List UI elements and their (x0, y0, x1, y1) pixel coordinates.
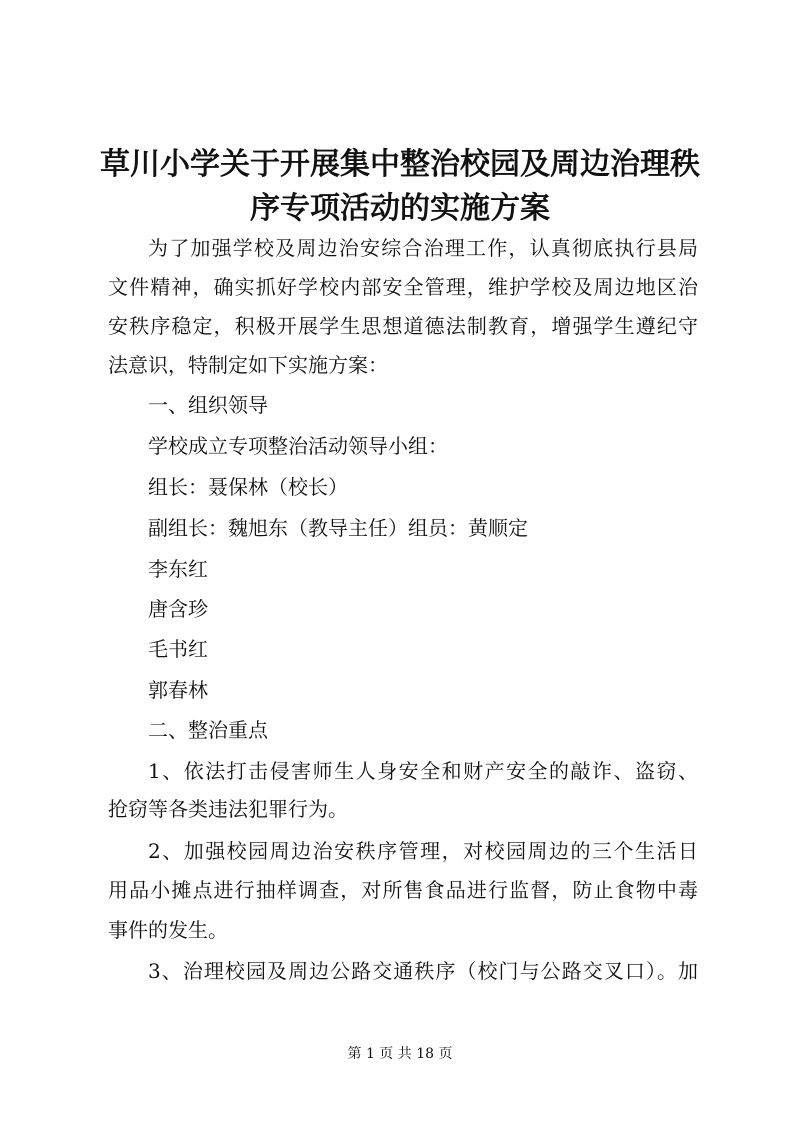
document-title-line-1: 草川小学关于开展集中整治校园及周边治理秩 (100, 147, 700, 182)
document-title-line-2: 序专项活动的实施方案 (250, 191, 550, 226)
section-2-heading: 二、整治重点 (148, 718, 268, 742)
member-item: 唐含珍 (148, 597, 208, 621)
member-item: 毛书红 (148, 637, 208, 661)
deputy-line: 副组长：魏旭东（教导主任）组员：黄顺定 (148, 516, 528, 540)
intro-line-3: 安秩序稳定，积极开展学生思想道德法制教育，增强学生遵纪守 (108, 314, 698, 338)
item-2-line-1: 2、加强校园周边治安秩序管理，对校园周边的三个生活日 (148, 839, 698, 863)
member-item: 郭春林 (148, 678, 208, 702)
item-1-line-1: 1、依法打击侵害师生人身安全和财产安全的敲诈、盗窃、 (148, 759, 698, 783)
section-1-heading: 一、组织领导 (148, 393, 268, 417)
item-2-line-3: 事件的发生。 (108, 918, 228, 942)
intro-line-4: 法意识，特制定如下实施方案： (108, 353, 388, 377)
member-item: 李东红 (148, 557, 208, 581)
intro-line-2: 文件精神，确实抓好学校内部安全管理，维护学校及周边地区治 (108, 275, 698, 299)
intro-line-1: 为了加强学校及周边治安综合治理工作，认真彻底执行县局 (148, 236, 698, 260)
leader-line: 组长：聂保林（校长） (148, 475, 348, 499)
section-1-intro: 学校成立专项整治活动领导小组： (148, 434, 448, 458)
item-3-line-1: 3、治理校园及周边公路交通秩序（校门与公路交叉口）。加 (148, 959, 698, 983)
item-1-line-2: 抢窃等各类违法犯罪行为。 (108, 797, 348, 821)
page-number-footer: 第 1 页 共 18 页 (347, 1046, 453, 1062)
item-2-line-2: 用品小摊点进行抽样调查，对所售食品进行监督，防止食物中毒 (108, 878, 698, 902)
